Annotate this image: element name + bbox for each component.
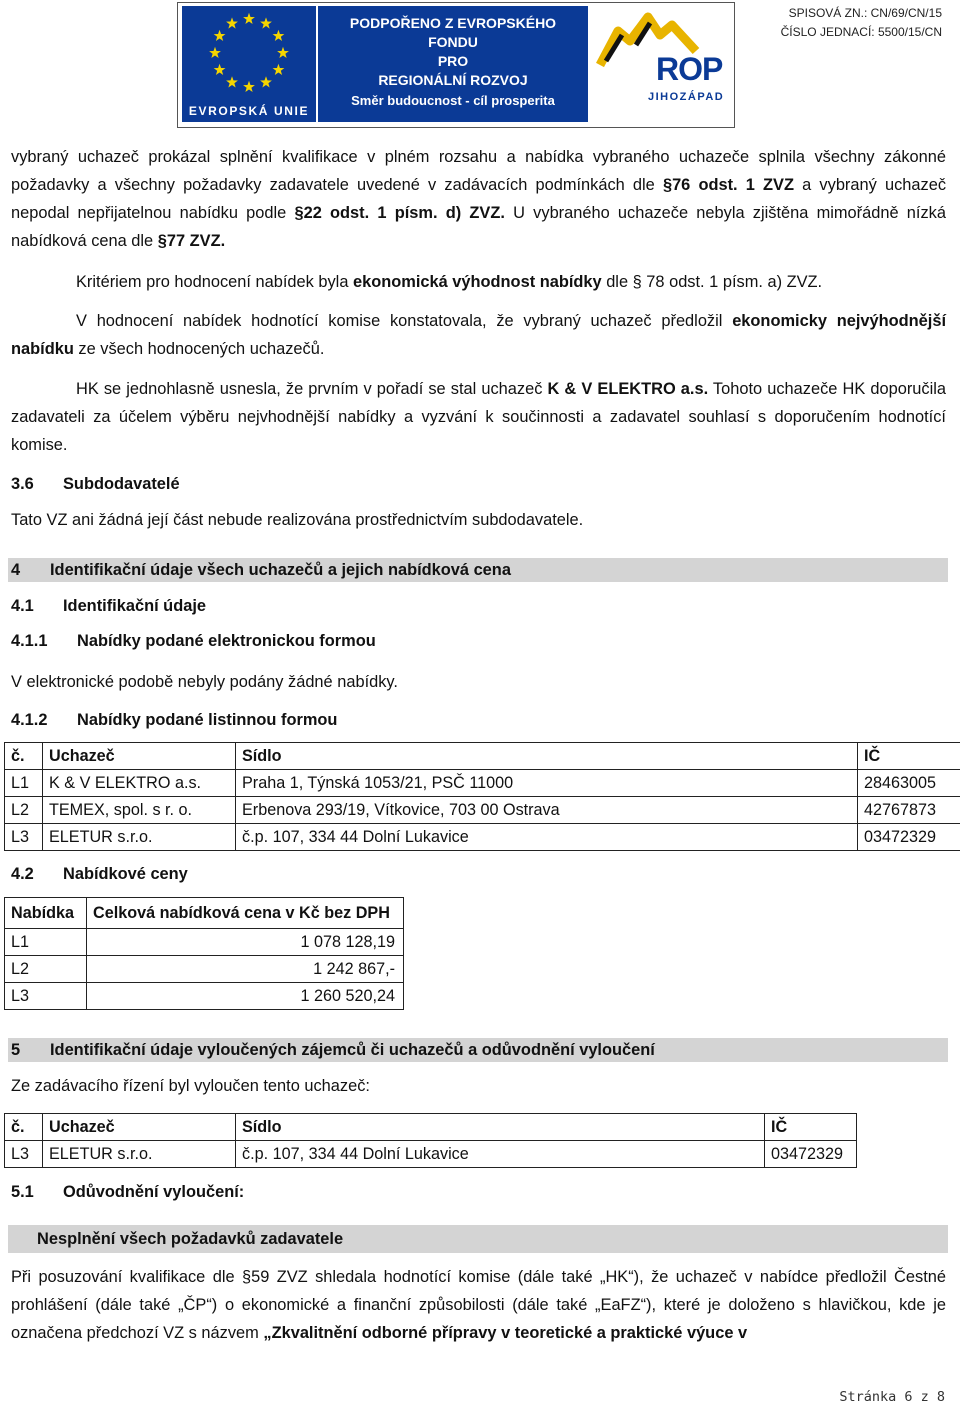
page-number: Stránka 6 z 8 [839,1389,945,1405]
paragraph-exclusion-reason [11,1263,946,1347]
table-cell: L3 [5,983,87,1010]
paragraph-criterion [11,268,946,296]
text-run: V hodnocení nabídek hodnotící komise konstatovala, že vybraný uchazeč předložil [76,312,733,330]
table-cell: L2 [5,797,43,824]
fund-title-line: PODPOŘENO Z EVROPSKÉHO FONDU [349,15,557,50]
rop-region: JIHOZÁPAD [648,91,725,103]
heading-5-1 [11,1180,244,1204]
fund-title [328,14,578,90]
table-cell: ELETUR s.r.o. [43,1141,236,1168]
table-header-row [5,1114,857,1141]
eu-star [226,17,238,28]
heading-4-1-1 [11,629,376,653]
eu-stars-icon [186,8,312,98]
bidders-table [4,742,960,851]
table-header-row [5,898,404,929]
heading-text: Nabídkové ceny [63,865,188,883]
text-run: dle § 78 odst. 1 písm. a) ZVZ. [601,273,823,291]
table-cell: ELETUR s.r.o. [43,824,236,851]
table-cell: 03472329 [765,1141,857,1168]
table-cell: Praha 1, Týnská 1053/21, PSČ 11000 [236,770,858,797]
law-reference: §77 ZVZ. [157,232,226,250]
eu-label: EVROPSKÁ UNIE [188,104,310,118]
column-header: Nabídka [5,898,87,929]
table-cell: 03472329 [858,824,960,851]
ref-file-number: SPISOVÁ ZN.: CN/69/CN/15 [788,6,942,20]
table-cell: Erbenova 293/19, Vítkovice, 703 00 Ostrava [236,797,858,824]
law-reference: §76 odst. 1 ZVZ [662,176,794,194]
heading-4 [8,558,948,582]
table-row [5,956,404,983]
table-row [5,1141,857,1168]
column-header: IČ [765,1114,857,1141]
table-cell: č.p. 107, 334 44 Dolní Lukavice [236,1141,765,1168]
eu-star [273,64,285,75]
table-cell: L3 [5,1141,43,1168]
eu-star [243,81,255,92]
heading-text: Subdodavatelé [63,475,180,493]
table-cell: L3 [5,824,43,851]
eu-star [226,76,238,87]
table-row [5,929,404,956]
paragraph-subcontractors: Tato VZ ani žádná její část nebude realizována prostřednictvím subdodavatele. [11,511,584,529]
heading-4-1-2 [11,708,337,732]
table-cell: L1 [5,770,43,797]
eu-star [260,76,272,87]
eu-star [214,30,226,41]
column-header: Sídlo [236,743,858,770]
paragraph-winner [11,375,946,459]
table-cell: L2 [5,956,87,983]
text-run: HK se jednohlasně usnesla, že prvním v pořadí se stal uchazeč [76,380,548,398]
heading-number: 4.2 [11,865,34,883]
column-header: č. [5,1114,43,1141]
heading-5 [8,1038,948,1062]
emphasis: K & V ELEKTRO a.s. [547,380,709,398]
eu-star [273,30,285,41]
text-run: a vybraný uchazeč nepodal nepřijatelnou nabídku podle [11,176,947,222]
table-cell: 28463005 [858,770,960,797]
heading-number: 4.1.1 [11,632,48,650]
text-run: U vybraného uchazeče nebyla zjištěna mimořádně nízká nabídková cena dle [11,204,946,250]
column-header: IČ [858,743,960,770]
eu-star [277,47,289,58]
text-run: Kritériem pro hodnocení nabídek byla [76,273,353,291]
table-cell: L1 [5,929,87,956]
excluded-table [4,1113,857,1168]
heading-text: Identifikační údaje vyloučených zájemců či uchazečů a odůvodnění vyloučení [50,1041,655,1059]
table-row [5,770,960,797]
heading-4-1 [11,594,206,618]
column-header: Uchazeč [43,743,236,770]
text-run: Tohoto uchazeče HK doporučila zadavateli za účelem výběru nejvhodnější nabídky a vyzvání k součinnosti a zadavatel souhlasí s doporučením hodnotící komise. [11,380,946,454]
column-header: Celková nabídková cena v Kč bez DPH [87,898,404,929]
table-cell: 42767873 [858,797,960,824]
fund-title-line: PRO [437,53,469,69]
fund-motto: Směr budoucnost - cíl prosperita [351,93,555,108]
prices-table [4,897,404,1010]
emphasis: ekonomická výhodnost nabídky [352,273,602,291]
paragraph-qualification [11,143,946,255]
table-row [5,824,960,851]
paragraph-evaluation [11,307,946,363]
column-header: Uchazeč [43,1114,236,1141]
table-cell: TEMEX, spol. s r. o. [43,797,236,824]
fund-box [318,6,588,122]
eu-star [209,47,221,58]
price-cell: 1 078 128,19 [87,929,404,956]
emphasis: ekonomicky nejvýhodnější nabídku [11,312,946,358]
heading-number: 3.6 [11,475,34,493]
table-header-row [5,743,960,770]
fund-title-line: REGIONÁLNÍ ROZVOJ [378,72,528,88]
paragraph-excluded-intro: Ze zadávacího řízení byl vyloučen tento uchazeč: [11,1077,370,1095]
heading-number: 4.1 [11,597,34,615]
table-row [5,797,960,824]
table-row [5,983,404,1010]
table-cell: K & V ELEKTRO a.s. [43,770,236,797]
eu-star [243,13,255,24]
price-cell: 1 260 520,24 [87,983,404,1010]
column-header: č. [5,743,43,770]
column-header: Sídlo [236,1114,765,1141]
heading-number: 5.1 [11,1183,34,1201]
heading-number: 5 [11,1041,21,1059]
heading-text: Nabídky podané elektronickou formou [77,632,376,650]
text-run: ze všech hodnocených uchazečů. [73,340,325,358]
rop-name: ROP [656,51,723,87]
heading-3-6 [11,472,180,496]
heading-text: Nabídky podané listinnou formou [77,711,338,729]
text-run: vybraný uchazeč prokázal splnění kvalifikace v plném rozsahu a nabídka vybraného uchazeče splnila všechny zákonné požadavky a všechny požadavky zadavatele uvedené v zadávacích podmínkách dle [11,148,946,194]
ref-reference-number: ČÍSLO JEDNACÍ: 5500/15/CN [780,25,942,39]
price-cell: 1 242 867,- [87,956,404,983]
eu-star [260,17,272,28]
table-cell: č.p. 107, 334 44 Dolní Lukavice [236,824,858,851]
paragraph-electronic: V elektronické podobě nebyly podány žádné nabídky. [11,673,398,691]
eu-star [214,64,226,75]
heading-text: Odůvodnění vyloučení: [63,1183,245,1201]
heading-text: Identifikační údaje [63,597,206,615]
emphasis: „Zkvalitnění odborné přípravy v teoretické a praktické výuce v [263,1324,748,1342]
heading-number: 4.1.2 [11,711,48,729]
heading-4-2 [11,862,188,886]
header-banner [177,2,735,128]
reference-numbers [781,4,942,42]
reason-bar: Nesplnění všech požadavků zadavatele [8,1225,948,1253]
text-run: Při posuzování kvalifikace dle §59 ZVZ shledala hodnotící komise (dále také „HK“), že uchazeč v nabídce předložil Čestné prohlášení (dále také „ČP“) o ekonomické a finanční způsobilosti (dále také „EaFZ“), které je doloženo s hlavičkou, kde je označena předchozí VZ s názvem [11,1268,946,1342]
heading-number: 4 [11,561,21,579]
heading-text: Identifikační údaje všech uchazečů a jejich nabídková cena [50,561,511,579]
eu-logo [182,6,316,122]
law-reference: §22 odst. 1 písm. d) ZVZ. [294,204,505,222]
